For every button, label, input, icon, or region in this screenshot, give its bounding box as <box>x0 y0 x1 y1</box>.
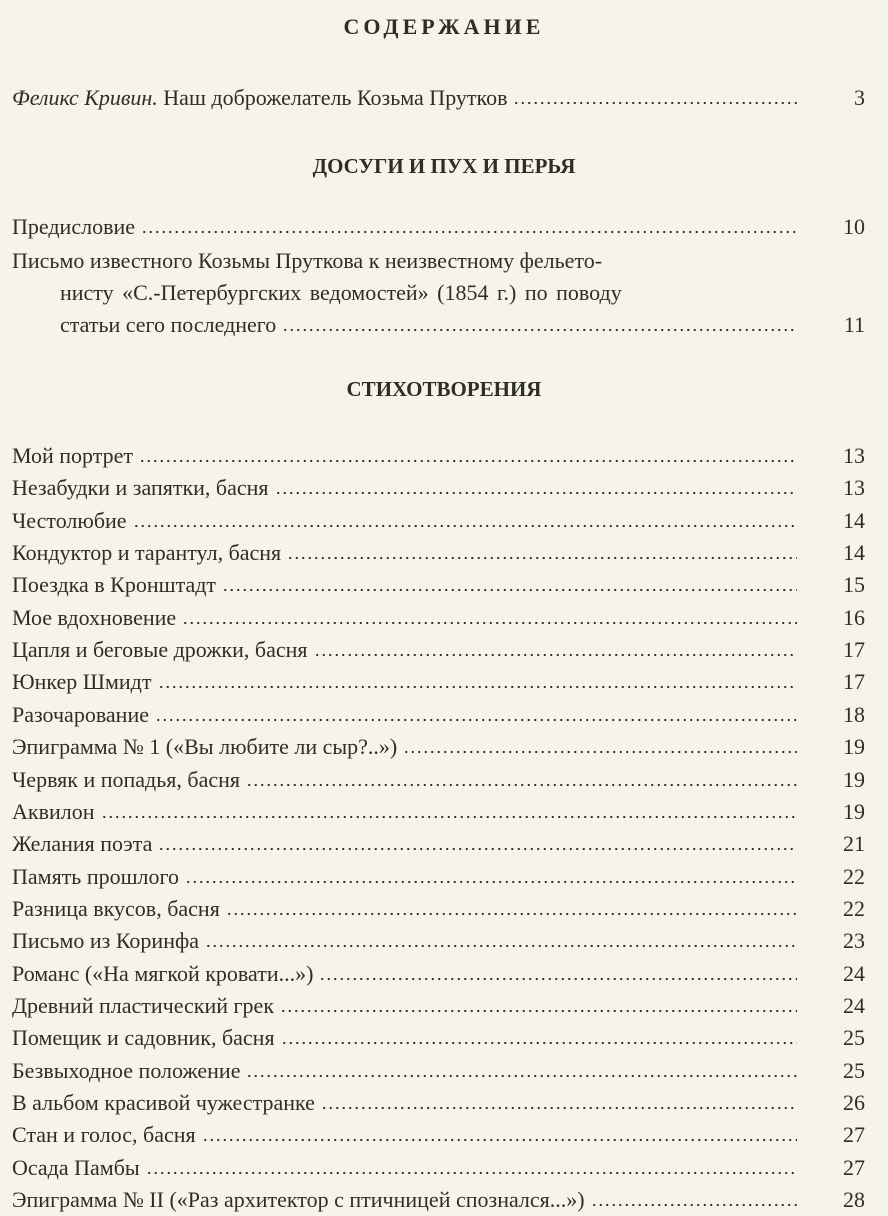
entry-title: Стан и голос, басня <box>12 1122 196 1148</box>
toc-entry <box>12 1119 865 1151</box>
toc-entry-intro <box>12 82 865 114</box>
page-number: 14 <box>843 540 865 566</box>
page-number: 23 <box>843 928 865 954</box>
dot-leader <box>403 750 797 754</box>
entry-title: Червяк и попадья, басня <box>12 766 241 792</box>
toc-entry <box>12 472 865 504</box>
entry-title: Юнкер Шмидт <box>12 669 152 695</box>
dot-leader <box>205 944 797 948</box>
entry-author: Феликс Кривин. <box>12 85 158 110</box>
toc-entry <box>12 699 865 731</box>
page-number: 28 <box>843 1187 865 1213</box>
toc-entry <box>12 634 865 666</box>
section-heading: ДОСУГИ И ПУХ И ПЕРЬЯ <box>312 154 576 178</box>
page-number: 21 <box>843 831 865 857</box>
toc-entry <box>12 505 865 537</box>
toc-entry <box>12 796 865 828</box>
dot-leader <box>139 459 797 463</box>
entry-title <box>12 82 507 114</box>
dot-leader <box>202 1138 797 1142</box>
entry-title: Незабудки и запятки, басня <box>12 475 269 501</box>
page-number: 19 <box>843 798 865 824</box>
page-number: 13 <box>843 475 865 501</box>
entry-title: Желания поэта <box>12 831 153 857</box>
toc-entry <box>12 666 865 698</box>
entry-title: Письмо известного Козьмы Пруткова к неизвестному фельето- <box>12 248 603 273</box>
dot-leader <box>158 685 798 689</box>
toc-entry <box>12 958 865 990</box>
dot-leader <box>246 1074 797 1078</box>
entry-title: нисту «С.-Петербургских ведомостей» (1854 г.) по поводу <box>60 280 622 305</box>
entry-title: Мое вдохновение <box>12 604 177 630</box>
toc-entry <box>12 764 865 796</box>
entry-title: Предисловие <box>12 214 135 239</box>
entry-title: Осада Памбы <box>12 1154 140 1180</box>
entry-title-text: Наш доброжелатель Козьма Прутков <box>163 85 508 110</box>
page-number: 25 <box>843 1025 865 1051</box>
dot-leader <box>314 653 797 657</box>
dot-leader <box>146 1171 797 1175</box>
toc-entry <box>12 925 865 957</box>
entry-title: Честолюбие <box>12 507 127 533</box>
toc-entry <box>12 569 865 601</box>
page-number: 10 <box>843 214 865 239</box>
dot-leader <box>226 912 797 916</box>
page-number: 24 <box>843 992 865 1018</box>
toc-entry <box>12 861 865 893</box>
toc-entry <box>12 990 865 1022</box>
section-heading: СТИХОТВОРЕНИЯ <box>346 377 542 401</box>
toc-entry-line <box>60 277 865 309</box>
toc-entry-line <box>12 245 865 277</box>
entry-title: Безвыходное положение <box>12 1057 241 1083</box>
dot-leader <box>133 524 797 528</box>
page-number: 19 <box>843 734 865 760</box>
dot-leader <box>591 1203 797 1207</box>
page-number: 25 <box>843 1057 865 1083</box>
entry-title: Разница вкусов, басня <box>12 895 220 921</box>
page-number: 22 <box>843 863 865 889</box>
toc-entry <box>12 1022 865 1054</box>
page-number: 19 <box>843 766 865 792</box>
page-number: 22 <box>843 895 865 921</box>
page-number: 27 <box>843 1122 865 1148</box>
page-number: 26 <box>843 1090 865 1115</box>
dot-leader <box>182 621 797 625</box>
toc-entry <box>12 602 865 634</box>
toc-entry <box>12 1184 865 1216</box>
entry-title: Древний пластический грек <box>12 992 275 1018</box>
toc-entry <box>12 1055 865 1087</box>
dot-leader <box>101 815 798 819</box>
entry-title: В альбом красивой чужестранке <box>12 1090 315 1115</box>
dot-leader <box>141 230 797 234</box>
dot-leader <box>282 328 797 332</box>
dot-leader <box>321 1106 797 1110</box>
toc-entry <box>12 893 865 925</box>
entry-title: статьи сего последнего <box>60 312 277 337</box>
dot-leader <box>287 556 797 560</box>
entry-title: Романс («На мягкой кровати...») <box>12 960 314 986</box>
dot-leader <box>155 718 797 722</box>
page-number: 17 <box>843 637 865 663</box>
entry-title: Аквилон <box>12 798 95 824</box>
page-number: 27 <box>843 1154 865 1180</box>
page-number: 13 <box>843 443 865 468</box>
entry-title: Кондуктор и тарантул, басня <box>12 540 282 566</box>
dot-leader <box>246 783 797 787</box>
entry-title: Эпиграмма № 1 («Вы любите ли сыр?..») <box>12 734 398 760</box>
toc-entry <box>12 440 865 472</box>
page-number: 17 <box>843 669 865 695</box>
entry-title: Цапля и беговые дрожки, басня <box>12 637 308 663</box>
toc-entry <box>60 309 865 341</box>
page-number: 18 <box>843 701 865 727</box>
toc-entry <box>12 211 865 243</box>
page-title: СОДЕРЖАНИЕ <box>343 14 545 39</box>
entry-title: Мой портрет <box>12 443 134 468</box>
page-number: 14 <box>843 507 865 533</box>
toc-entry <box>12 1087 865 1119</box>
entry-title: Поездка в Кронштадт <box>12 572 217 598</box>
dot-leader <box>185 880 797 884</box>
dot-leader <box>158 847 797 851</box>
page-number: 15 <box>843 572 865 598</box>
dot-leader <box>281 1041 797 1045</box>
toc-entry <box>12 1152 865 1184</box>
dot-leader <box>222 588 797 592</box>
page-number: 11 <box>843 312 865 337</box>
entry-title: Письмо из Коринфа <box>12 928 199 954</box>
dot-leader <box>319 977 797 981</box>
entry-title: Эпиграмма № II («Раз архитектор с птичницей спознался...») <box>12 1187 585 1213</box>
entry-title: Помещик и садовник, басня <box>12 1025 275 1051</box>
dot-leader <box>275 491 797 495</box>
page-number: 16 <box>843 604 865 630</box>
toc-entry <box>12 731 865 763</box>
entry-title: Разочарование <box>12 701 149 727</box>
toc-entry <box>12 537 865 569</box>
toc-entry <box>12 828 865 860</box>
page-number: 24 <box>843 960 865 986</box>
dot-leader <box>513 101 797 105</box>
entry-title: Память прошлого <box>12 863 180 889</box>
dot-leader <box>280 1009 797 1013</box>
page-number: 3 <box>854 85 865 110</box>
